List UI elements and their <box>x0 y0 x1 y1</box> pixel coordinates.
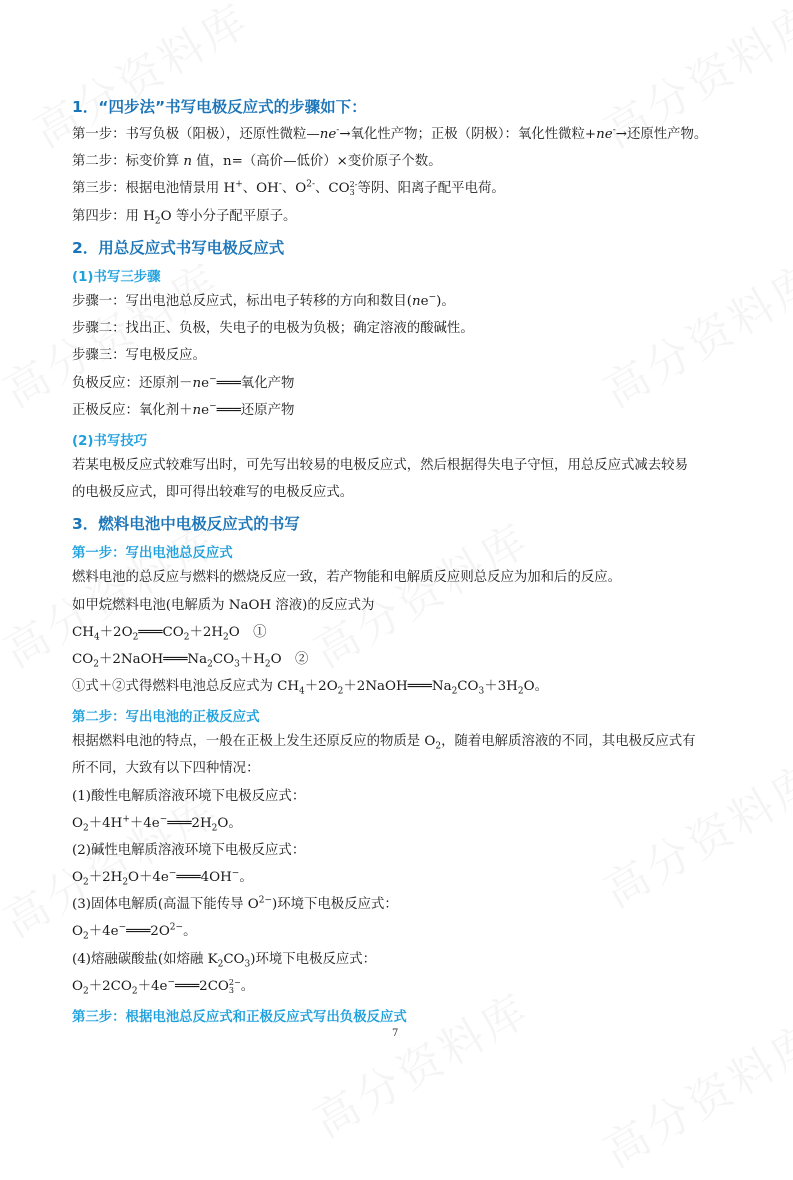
paragraph: 步骤三：写电极反应。 <box>72 348 206 363</box>
paragraph: 若某电极反应式较难写出时，可先写出较易的电极反应式，然后根据得失电子守恒，用总反应式减去较易 <box>72 458 688 473</box>
paragraph: 步骤二：找出正、负极，失电子的电极为负极；确定溶液的酸碱性。 <box>72 321 474 336</box>
paragraph: 所不同，大致有以下四种情况： <box>72 761 260 776</box>
watermark <box>300 974 540 1149</box>
paragraph: (3)固体电解质(高温下能传导 $O^{2-}$)环境下电极反应式： <box>72 895 398 912</box>
paragraph: 燃料电池的总反应与燃料的燃烧反应一致，若产物能和电解质反应则总反应为加和后的反应。 <box>72 570 622 585</box>
paragraph: 根据燃料电池的特点，一般在正极上发生还原反应的物质是 $O_2$，随着电解质溶液的不同，其电极反应式有 <box>72 734 696 752</box>
equation: $O_2+2CO_2+4e^-═══2CO$ 2− 3 。 <box>72 977 255 997</box>
paragraph: 第一步：书写负极（阳极），还原性微粒—ne-→氧化性产物；正极（阴极）：氧化性微粒+ne-→还原性产物。 <box>72 125 708 142</box>
equation: $O_2+4H^++4e^-═══2H_2O$。 <box>72 814 242 834</box>
equation: 负极反应：还原剂－ne−═══氧化产物 <box>72 374 295 391</box>
watermark <box>590 1004 793 1179</box>
paragraph: 第四步：用 $H_2O$ 等小分子配平原子。 <box>72 209 297 227</box>
section-heading: 3．燃料电池中电极反应式的书写 <box>72 515 300 533</box>
paragraph: ①式＋②式得燃料电池总反应式为 $CH_4+2O_2+2NaOH═══Na_2CO_3+3H_2O$。 <box>72 679 548 697</box>
subheading: 第一步：写出电池总反应式 <box>72 546 233 561</box>
subheading: 第三步：根据电池总反应式和正极反应式写出负极反应式 <box>72 1010 407 1025</box>
subheading: (1)书写三步骤 <box>72 270 161 285</box>
paragraph: 步骤一：写出电池总反应式，标出电子转移的方向和数目(ne−)。 <box>72 292 455 309</box>
paragraph: 第二步：标变价算 n 值，n=（高价—低价）×变价原子个数。 <box>72 154 442 169</box>
equation: $O_2+2H_2O+4e^-═══4OH^-$。 <box>72 868 253 888</box>
equation: $CH_4+2O_2═══CO_2+2H_2O$ ① <box>72 625 267 643</box>
equation: $CO_2+2NaOH═══Na_2CO_3+H_2O$ ② <box>72 652 309 670</box>
equation: 正极反应：氧化剂＋ne−═══还原产物 <box>72 401 295 418</box>
paragraph: (1)酸性电解质溶液环境下电极反应式： <box>72 789 306 804</box>
section-heading: 1．“四步法”书写电极反应式的步骤如下： <box>72 98 367 116</box>
paragraph: 如甲烷燃料电池(电解质为 NaOH 溶液)的反应式为 <box>72 598 375 613</box>
paragraph: 第三步：根据电池情景用 H+、OH-、$O^{2-}$、CO 2- 3 等阴、阳离子配平电荷。 <box>72 179 505 197</box>
subheading: (2)书写技巧 <box>72 434 148 449</box>
subheading: 第二步：写出电池的正极反应式 <box>72 710 260 725</box>
page-number: 7 <box>392 1028 399 1039</box>
section-heading: 2．用总反应式书写电极反应式 <box>72 239 285 257</box>
paragraph: (4)熔融碳酸盐(如熔融 $K_2CO_3$)环境下电极反应式： <box>72 952 377 970</box>
paragraph: 的电极反应式，即可得出较难写的电极反应式。 <box>72 485 354 500</box>
equation: $O_2+4e^-═══2O^{2-}$。 <box>72 922 197 942</box>
paragraph: (2)碱性电解质溶液环境下电极反应式： <box>72 843 306 858</box>
